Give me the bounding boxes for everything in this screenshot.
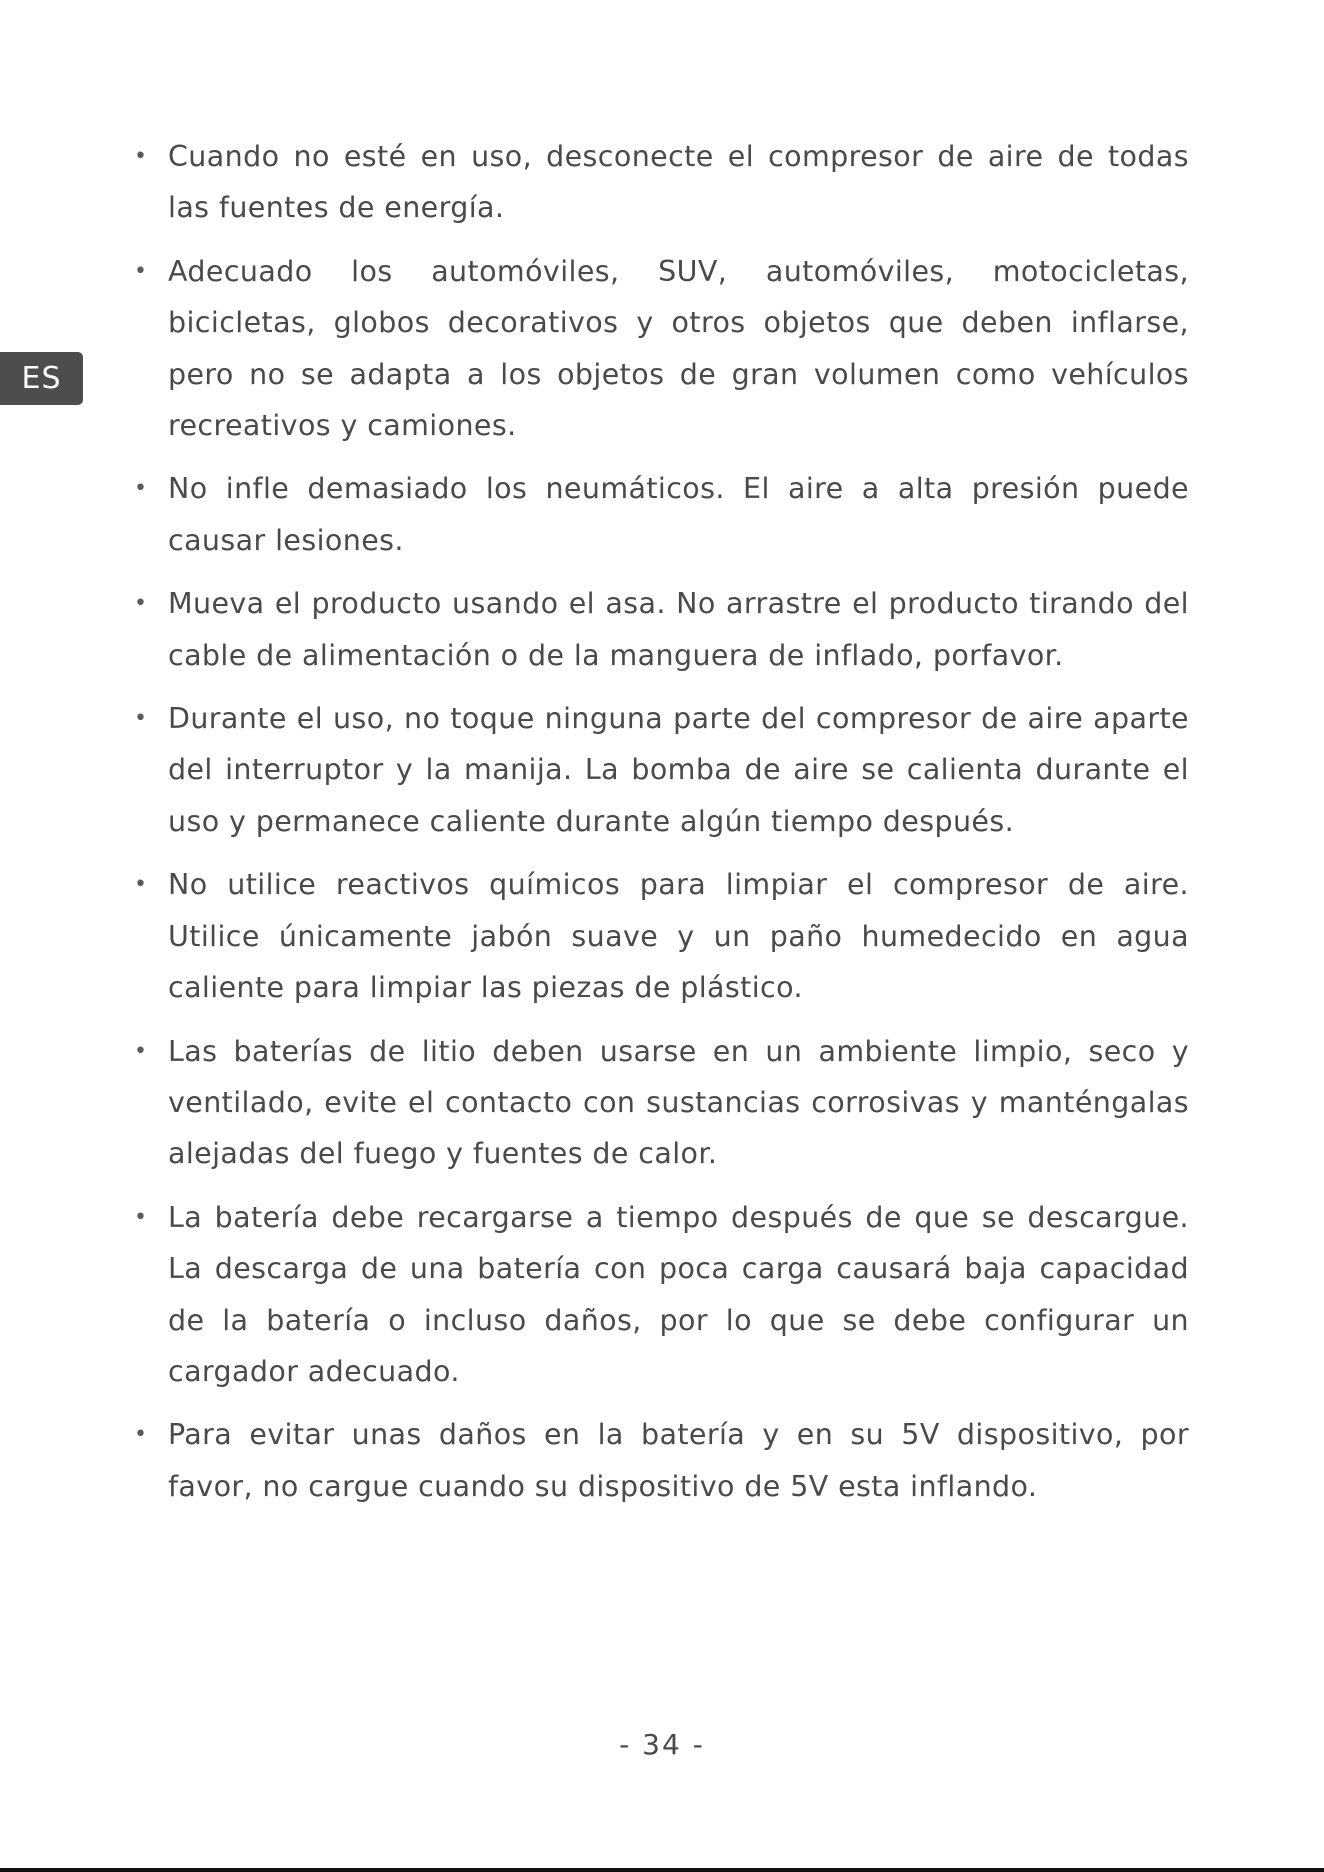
bullet-icon: • xyxy=(134,1204,148,1230)
list-item-text: Mueva el producto usando el asa. No arrastre el producto tirando del cable de alimentación o de la manguera de inflado, porfavor. xyxy=(168,587,1189,672)
list-item xyxy=(134,578,1189,681)
list-item xyxy=(134,859,1189,1013)
bullet-icon: • xyxy=(134,1038,148,1064)
bullet-icon: • xyxy=(134,258,148,284)
list-item xyxy=(134,1026,1189,1180)
page-number: - 34 - xyxy=(619,1728,705,1761)
list-item-text: No utilice reactivos químicos para limpiar el compresor de aire. Utilice únicamente jabón suave y un paño humedecido en agua caliente para limpiar las piezas de plástico. xyxy=(168,868,1189,1005)
bullet-icon: • xyxy=(134,476,148,502)
list-item xyxy=(134,1192,1189,1398)
list-item xyxy=(134,1409,1189,1512)
bullet-icon: • xyxy=(134,872,148,898)
list-item-text: Adecuado los automóviles, SUV, automóviles, motocicletas, bicicletas, globos decorativos y otros objetos que deben inflarse, pero no se adapta a los objetos de gran volumen como vehículos recreativos y camiones. xyxy=(168,254,1189,443)
list-item-text: Durante el uso, no toque ninguna parte del compresor de aire aparte del interruptor y la manija. La bomba de aire se calienta durante el uso y permanece caliente durante algún tiempo después. xyxy=(168,702,1189,838)
list-item xyxy=(134,246,1189,452)
list-item xyxy=(134,463,1189,566)
list-item-text: Para evitar unas daños en la batería y en su 5V dispositivo, por favor, no cargue cuando su dispositivo de 5V esta inflando. xyxy=(168,1418,1189,1503)
bullet-icon: • xyxy=(134,144,148,169)
list-item-text: Las baterías de litio deben usarse en un ambiente limpio, seco y ventilado, evite el contacto con sustancias corrosivas y manténgalas alejadas del fuego y fuentes de calor. xyxy=(168,1034,1189,1171)
bullet-icon: • xyxy=(134,706,148,732)
safety-bullet-list xyxy=(134,131,1189,1524)
bullet-icon: • xyxy=(134,591,148,617)
list-item xyxy=(134,693,1189,847)
language-tab: ES xyxy=(0,352,83,405)
list-item-text: Cuando no esté en uso, desconecte el compresor de aire de todas las fuentes de energía. xyxy=(168,140,1189,225)
bottom-divider xyxy=(0,1868,1324,1872)
bullet-icon: • xyxy=(134,1422,148,1448)
list-item-text: No infle demasiado los neumáticos. El aire a alta presión puede causar lesiones. xyxy=(168,472,1189,557)
list-item-text: La batería debe recargarse a tiempo después de que se descargue. La descarga de una batería con poca carga causará baja capacidad de la batería o incluso daños, por lo que se debe configurar un cargador adecuado. xyxy=(168,1200,1189,1388)
list-item xyxy=(134,131,1189,234)
